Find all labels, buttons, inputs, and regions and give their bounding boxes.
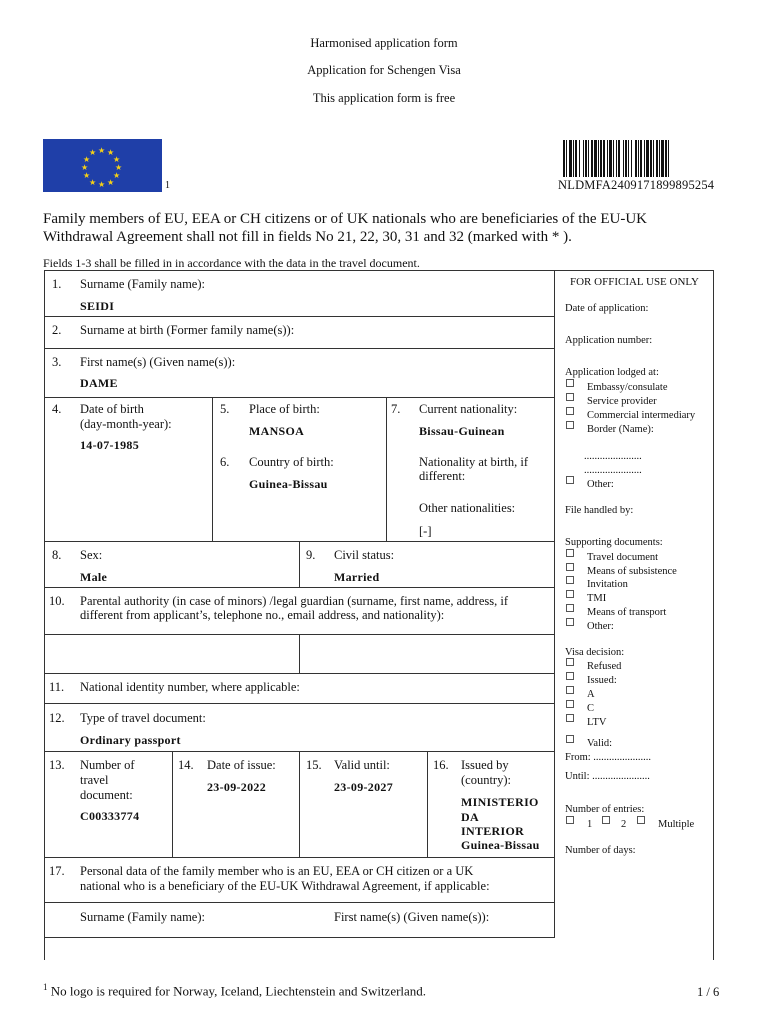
supporting-option-other: Other:: [587, 621, 614, 632]
checkbox-service-provider[interactable]: [566, 393, 574, 401]
field-17-number: 17.: [49, 864, 65, 878]
field-3-number: 3.: [52, 355, 62, 369]
checkbox-entries-1[interactable]: [566, 816, 574, 824]
lodged-option-border: Border (Name):: [587, 424, 654, 435]
field-7-nationality-value: Bissau-Guinean: [419, 424, 505, 438]
checkbox-commercial[interactable]: [566, 407, 574, 415]
checkbox-travel-document[interactable]: [566, 549, 574, 557]
barcode-image: [563, 140, 726, 177]
field-14-issue-date-value: 23-09-2022: [207, 780, 266, 794]
field-5-place-value: MANSOA: [249, 424, 305, 438]
field-4-dob-value: 14-07-1985: [80, 438, 139, 452]
field-16-label-2: (country):: [461, 773, 511, 787]
field-13-label-3: document:: [80, 788, 133, 802]
official-valid-label: Valid:: [587, 738, 613, 749]
lodged-option-commercial: Commercial intermediary: [587, 410, 696, 421]
field-8-sex-value: Male: [80, 570, 108, 584]
intro-line-1: Family members of EU, EEA or CH citizens or of UK nationals who are beneficiaries of the EU-UK: [43, 211, 647, 227]
checkbox-entries-2[interactable]: [602, 816, 610, 824]
checkbox-valid[interactable]: [566, 735, 574, 743]
field-17-firstname-label: First name(s) (Given name(s)):: [334, 910, 490, 924]
field-2-label: Surname at birth (Former family name(s)):: [80, 323, 295, 337]
official-valid-until: Until: ......................: [565, 771, 650, 782]
checkbox-transport[interactable]: [566, 604, 574, 612]
checkbox-type-c[interactable]: [566, 700, 574, 708]
field-12-number: 12.: [49, 711, 65, 725]
field-7-number: 7.: [391, 402, 401, 416]
entries-option-1: 1: [587, 819, 593, 830]
field-7-birth-label-1: Nationality at birth, if: [419, 455, 529, 469]
lodged-option-embassy: Embassy/consulate: [587, 382, 668, 393]
field-8-label: Sex:: [80, 548, 103, 562]
intro-note: Fields 1-3 shall be filled in in accordance with the data in the travel document.: [43, 256, 420, 270]
field-13-number: 13.: [49, 758, 65, 772]
field-14-number: 14.: [178, 758, 194, 772]
field-12-doc-type-value: Ordinary passport: [80, 733, 181, 747]
field-9-civil-status-value: Married: [334, 570, 380, 584]
official-entries-label: Number of entries:: [565, 804, 645, 815]
field-6-label: Country of birth:: [249, 455, 334, 469]
field-16-issuer-value-4: Guinea-Bissau: [461, 838, 540, 852]
field-4-label-2: (day-month-year):: [80, 417, 172, 431]
checkbox-tmi[interactable]: [566, 590, 574, 598]
field-1-surname-value: SEIDI: [80, 299, 115, 313]
field-1-number: 1.: [52, 277, 62, 291]
field-10-label-2: different from applicant’s, telephone no., email address, and nationality):: [80, 608, 445, 622]
supporting-option-tmi: TMI: [587, 593, 607, 604]
field-3-firstname-value: DAME: [80, 376, 118, 390]
official-days-label: Number of days:: [565, 845, 636, 856]
field-16-label-1: Issued by: [461, 758, 509, 772]
header-line-1: Harmonised application form: [310, 36, 458, 50]
entries-option-2: 2: [621, 819, 627, 830]
intro-line-2: Withdrawal Agreement shall not fill in fields No 21, 22, 30, 31 and 32 (marked with * ).: [43, 229, 572, 245]
field-1-label: Surname (Family name):: [80, 277, 205, 291]
supporting-option-transport: Means of transport: [587, 607, 667, 618]
field-15-valid-until-value: 23-09-2027: [334, 780, 393, 794]
field-15-label: Valid until:: [334, 758, 390, 772]
lodged-option-other: Other:: [587, 479, 614, 490]
official-lodged-label: Application lodged at:: [565, 367, 659, 378]
border-dots-2: ......................: [584, 465, 642, 476]
decision-option-c: C: [587, 703, 595, 714]
page-number: 1 / 6: [697, 985, 720, 999]
field-4-label-1: Date of birth: [80, 402, 144, 416]
lodged-option-service-provider: Service provider: [587, 396, 657, 407]
checkbox-ltv[interactable]: [566, 714, 574, 722]
footnote-text: No logo is required for Norway, Iceland, Liechtenstein and Switzerland.: [47, 983, 427, 999]
official-date-label: Date of application:: [565, 303, 649, 314]
field-17-label-2: national who is a beneficiary of the EU-UK Withdrawal Agreement, if applicable:: [80, 879, 490, 893]
field-7-birth-label-2: different:: [419, 469, 466, 483]
field-8-number: 8.: [52, 548, 62, 562]
field-13-label-2: travel: [80, 773, 109, 787]
field-15-number: 15.: [306, 758, 322, 772]
header-line-2: Application for Schengen Visa: [307, 63, 461, 77]
field-9-number: 9.: [306, 548, 316, 562]
checkbox-border[interactable]: [566, 421, 574, 429]
official-number-label: Application number:: [565, 335, 653, 346]
official-title: FOR OFFICIAL USE ONLY: [570, 276, 699, 288]
field-16-issuer-value-2: DA: [461, 810, 479, 824]
field-4-number: 4.: [52, 402, 62, 416]
checkbox-supporting-other[interactable]: [566, 618, 574, 626]
field-6-country-value: Guinea-Bissau: [249, 477, 328, 491]
border-dots-1: ......................: [584, 451, 642, 462]
checkbox-refused[interactable]: [566, 658, 574, 666]
field-10-label-1: Parental authority (in case of minors) /legal guardian (surname, first name, address, if: [80, 594, 508, 608]
field-5-number: 5.: [220, 402, 230, 416]
checkbox-subsistence[interactable]: [566, 563, 574, 571]
field-2-number: 2.: [52, 323, 62, 337]
footnote-mark: 1: [43, 982, 48, 992]
official-handled-label: File handled by:: [565, 505, 634, 516]
decision-option-ltv: LTV: [587, 717, 607, 728]
footnote: [43, 982, 426, 999]
checkbox-invitation[interactable]: [566, 576, 574, 584]
field-13-label-1: Number of: [80, 758, 135, 772]
field-7-label: Current nationality:: [419, 402, 518, 416]
field-11-number: 11.: [49, 680, 65, 694]
checkbox-lodged-other[interactable]: [566, 476, 574, 484]
decision-option-issued: Issued:: [587, 675, 617, 686]
supporting-option-invitation: Invitation: [587, 579, 628, 590]
official-valid-from: From: ......................: [565, 752, 652, 763]
eu-flag-logo: ★ ★ ★ ★ ★ ★ ★ ★ ★ ★ ★ ★: [43, 139, 162, 192]
field-16-number: 16.: [433, 758, 449, 772]
field-17-label-1: Personal data of the family member who is an EU, EEA or CH citizen or a UK: [80, 864, 474, 878]
field-7-other-value: [-]: [419, 524, 432, 538]
decision-option-a: A: [587, 689, 595, 700]
supporting-option-travel-document: Travel document: [587, 552, 659, 563]
official-decision-label: Visa decision:: [565, 647, 625, 658]
field-16-issuer-value-1: MINISTERIO: [461, 795, 539, 809]
checkbox-issued[interactable]: [566, 672, 574, 680]
supporting-option-subsistence: Means of subsistence: [587, 566, 677, 577]
field-9-label: Civil status:: [334, 548, 395, 562]
field-11-label: National identity number, where applicable:: [80, 680, 300, 694]
field-6-number: 6.: [220, 455, 230, 469]
field-16-issuer-value-3: INTERIOR: [461, 824, 525, 838]
checkbox-type-a[interactable]: [566, 686, 574, 694]
checkbox-embassy[interactable]: [566, 379, 574, 387]
field-7-other-label: Other nationalities:: [419, 501, 516, 515]
checkbox-entries-multiple[interactable]: [637, 816, 645, 824]
field-17-surname-label: Surname (Family name):: [80, 910, 205, 924]
field-10-number: 10.: [49, 594, 65, 608]
field-5-label: Place of birth:: [249, 402, 320, 416]
field-13-doc-number-value: C00333774: [80, 809, 140, 823]
barcode-number: NLDMFA2409171899895254: [558, 178, 715, 192]
header-line-3: This application form is free: [312, 91, 456, 105]
field-3-label: First name(s) (Given name(s)):: [80, 355, 236, 369]
field-12-label: Type of travel document:: [80, 711, 206, 725]
field-14-label: Date of issue:: [207, 758, 276, 772]
entries-option-multiple: Multiple: [658, 819, 695, 830]
decision-option-refused: Refused: [587, 661, 622, 672]
logo-footnote-mark: 1: [165, 180, 170, 191]
official-supporting-label: Supporting documents:: [565, 537, 663, 548]
